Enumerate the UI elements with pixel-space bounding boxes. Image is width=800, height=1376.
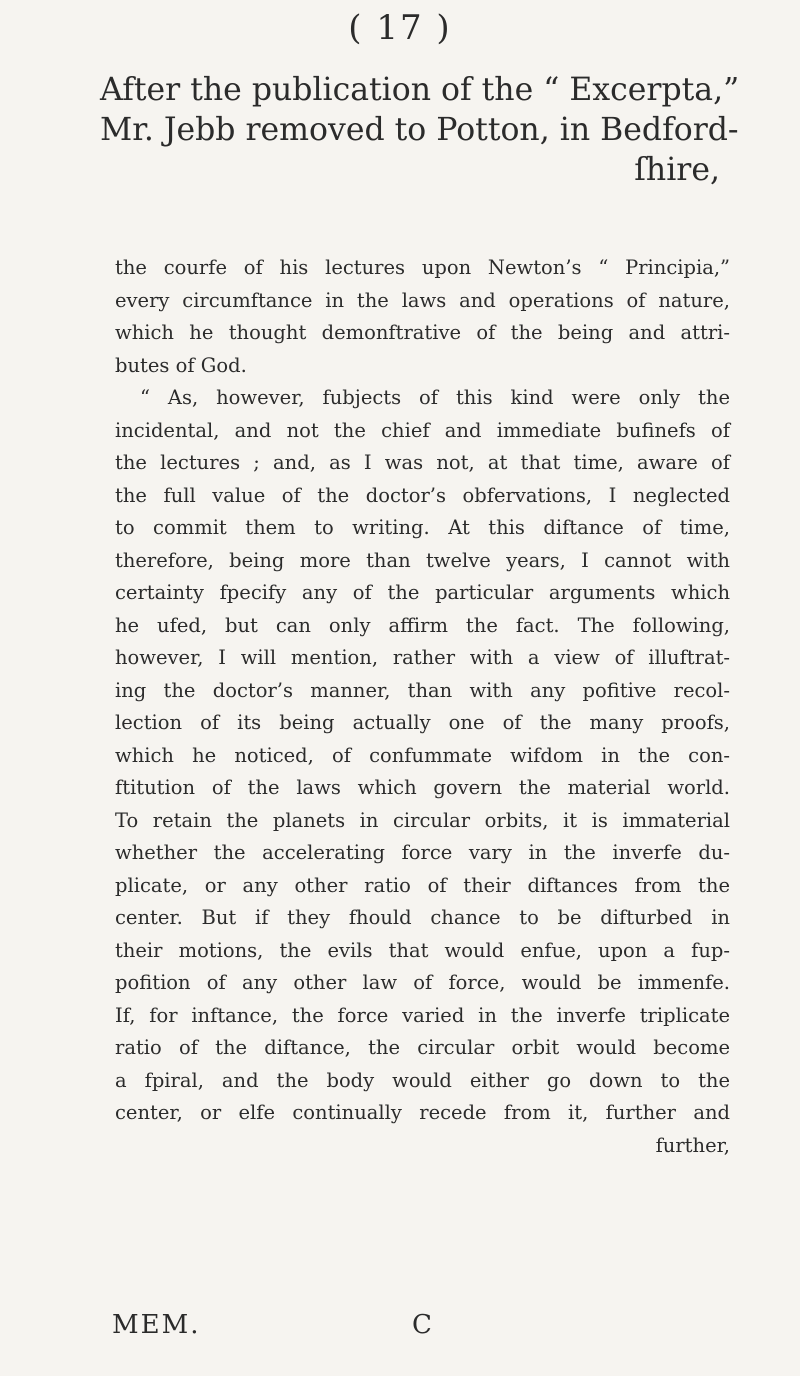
text-line: ing the doctor’s manner, than with any pofitive recol- <box>115 678 730 702</box>
signature-mark: C <box>412 1310 434 1340</box>
heading-line: ſhire, <box>634 152 720 188</box>
text-line: certainty fpecify any of the particular arguments which <box>115 581 730 604</box>
text-line: ftitution of the laws which govern the material world. <box>115 776 730 799</box>
heading-paragraph <box>100 70 740 190</box>
catchword: further, <box>655 1133 730 1157</box>
text-line: butes of God. <box>115 353 247 377</box>
heading-line: After the publication of the “ Excerpta,” <box>100 72 740 108</box>
text-line: ratio of the diftance, the circular orbit would become <box>115 1036 730 1059</box>
text-line: center. But if they fhould chance to be difturbed in <box>115 906 730 929</box>
text-line: every circumftance in the laws and operations of nature, <box>115 288 730 312</box>
text-line: incidental, and not the chief and immediate bufinefs of <box>115 418 730 442</box>
text-line: center, or elfe continually recede from it, further and <box>115 1101 730 1124</box>
body-paragraph <box>115 252 730 1162</box>
text-line: lection of its being actually one of the many proofs, <box>115 711 730 734</box>
text-line: their motions, the evils that would enfue, upon a fup- <box>115 938 730 962</box>
text-line: whether the accelerating force vary in the inverfe du- <box>115 841 730 864</box>
text-line: the courfe of his lectures upon Newton’s “ Principia,” <box>115 256 730 279</box>
text-line: which he thought demonftrative of the being and attri- <box>115 321 730 344</box>
text-line: If, for inftance, the force varied in the inverfe triplicate <box>115 1003 730 1027</box>
footer-running-title: MEM. <box>112 1310 201 1340</box>
text-line: a fpiral, and the body would either go down to the <box>115 1068 730 1092</box>
text-line: the full value of the doctor’s obfervations, I neglected <box>115 483 730 507</box>
heading-line: Mr. Jebb removed to Potton, in Bedford- <box>100 112 739 148</box>
text-line: which he noticed, of confummate wifdom in the con- <box>115 743 730 767</box>
text-line: “ As, however, fubjects of this kind were only the <box>140 386 730 409</box>
text-line: plicate, or any other ratio of their diftances from the <box>115 873 730 897</box>
text-line: the lectures ; and, as I was not, at that time, aware of <box>115 451 730 474</box>
text-line: pofition of any other law of force, would be immenfe. <box>115 971 730 994</box>
text-line: to commit them to writing. At this diftance of time, <box>115 516 730 539</box>
page-number: ( 17 ) <box>348 8 452 48</box>
text-line: To retain the planets in circular orbits, it is immaterial <box>115 808 730 832</box>
text-line: he ufed, but can only affirm the fact. The following, <box>115 613 730 637</box>
text-line: therefore, being more than twelve years, I cannot with <box>115 548 730 572</box>
text-line: however, I will mention, rather with a view of illuftrat- <box>115 646 730 669</box>
page-footer <box>112 1310 532 1340</box>
